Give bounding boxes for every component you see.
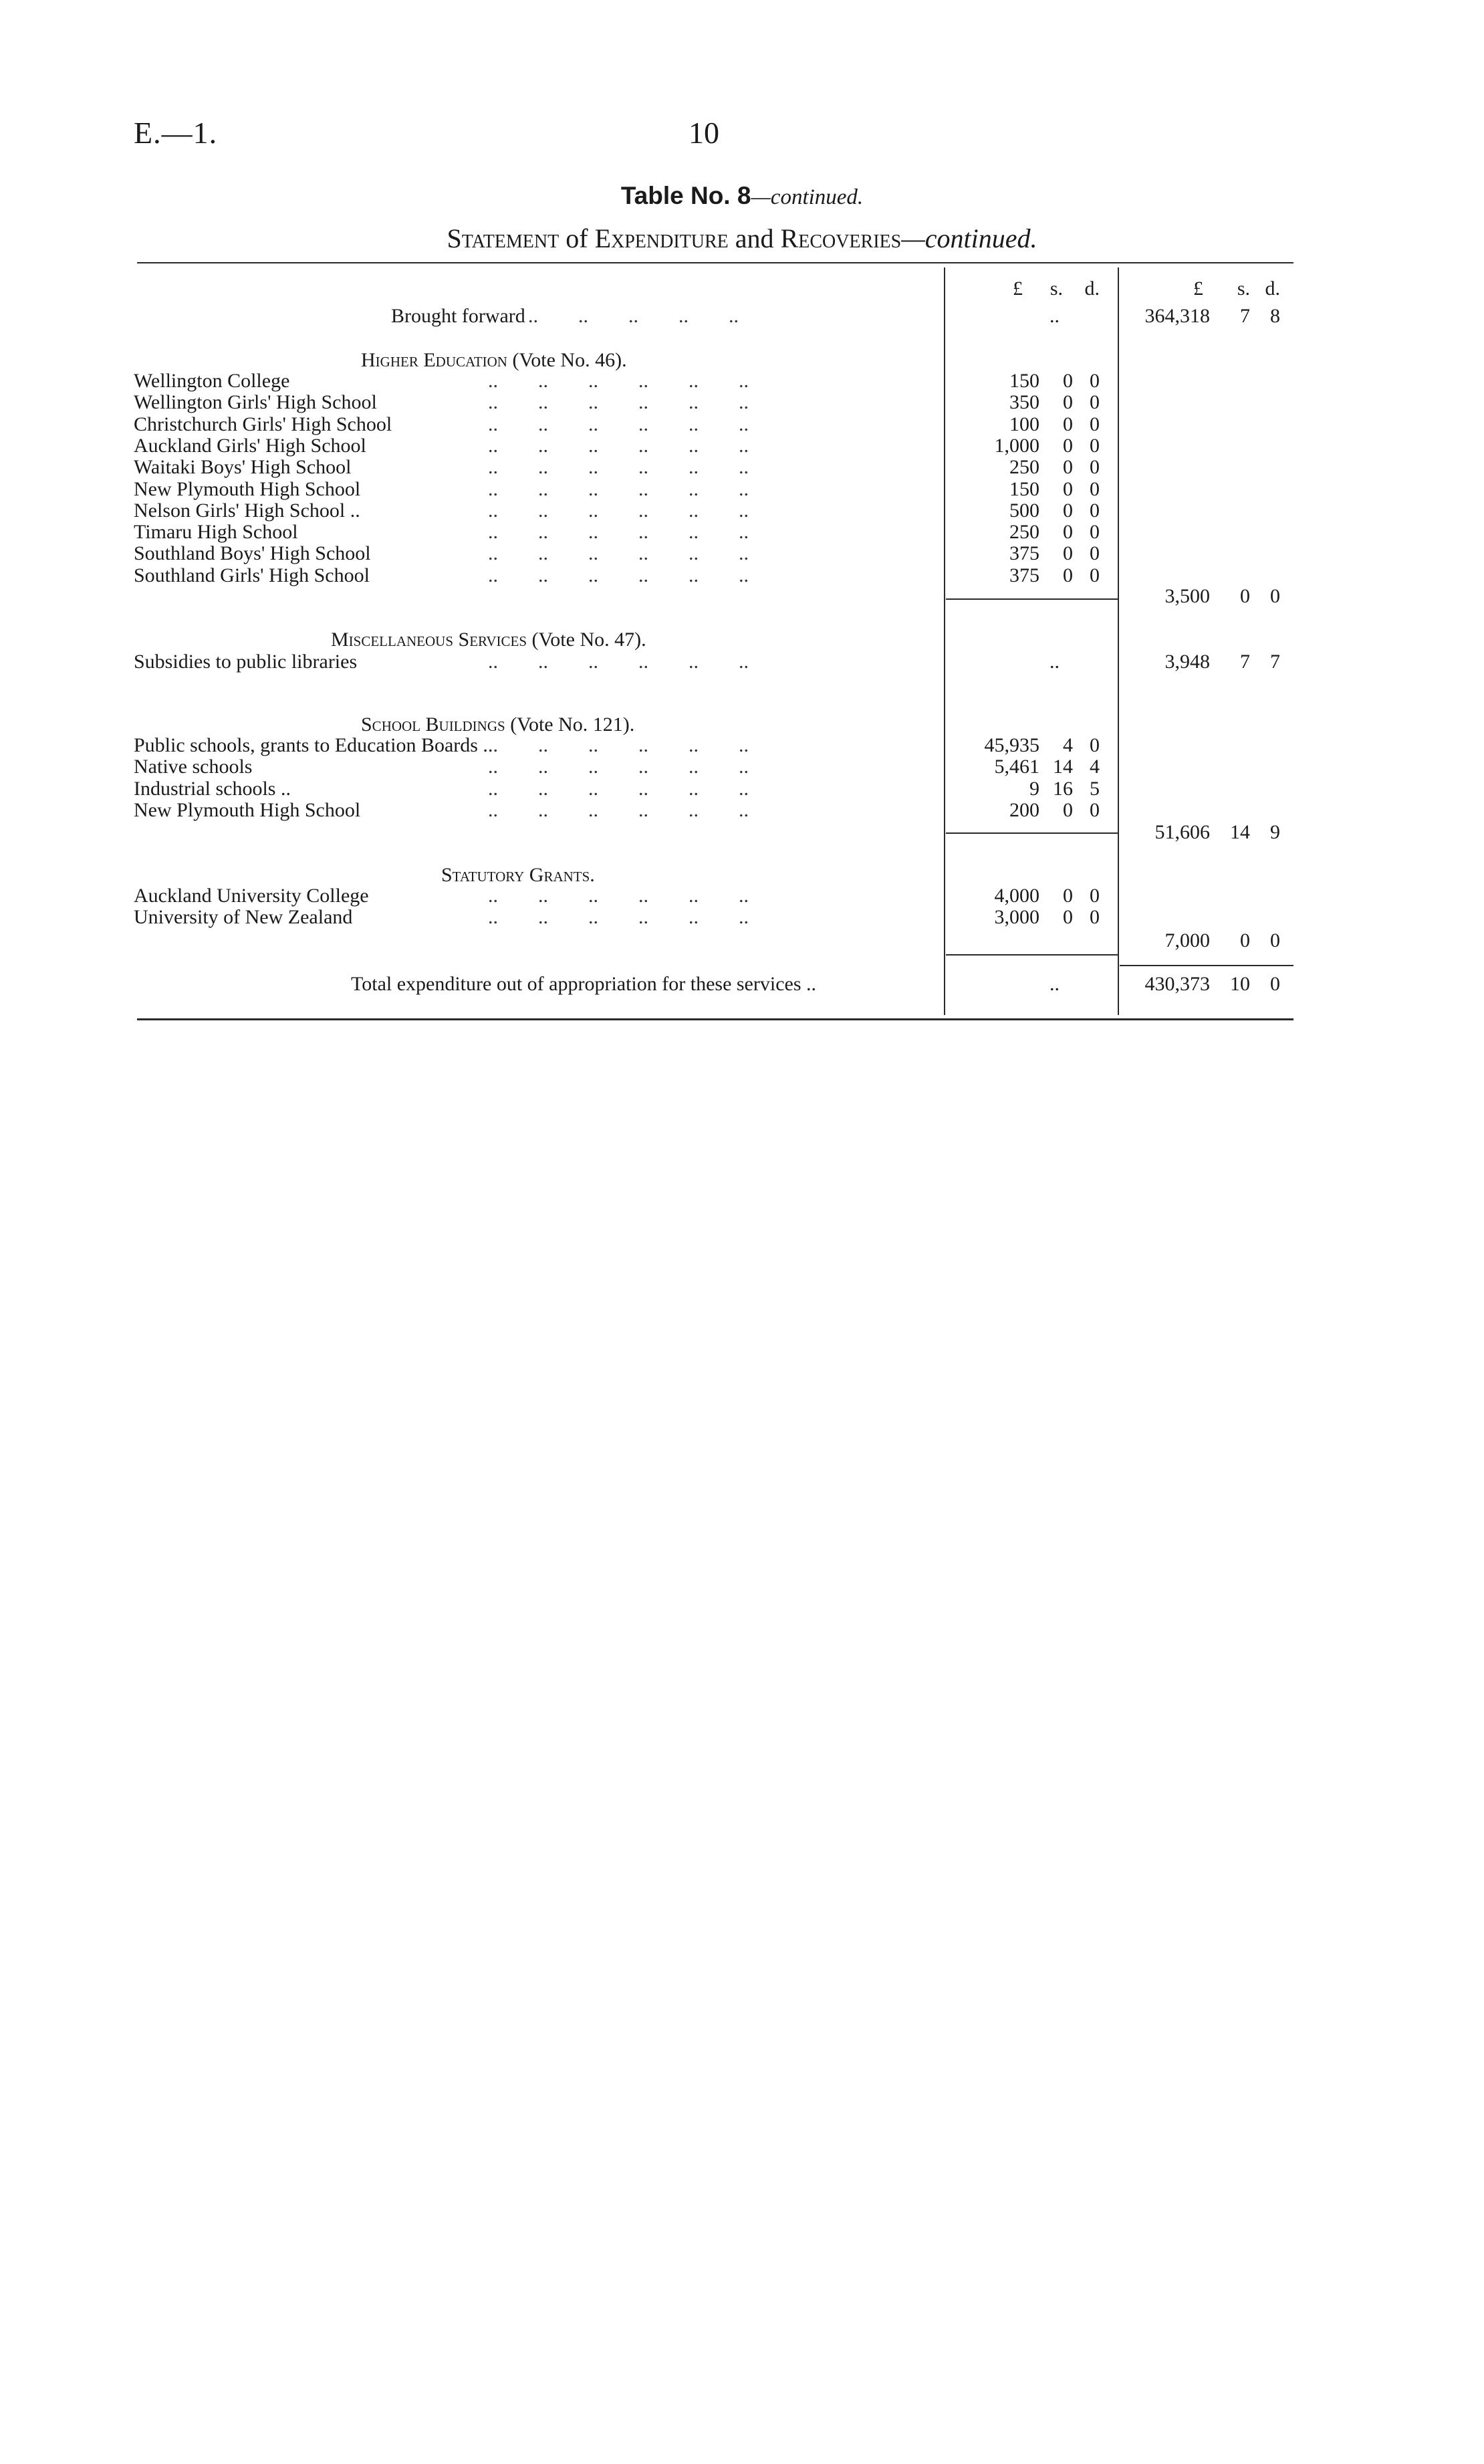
subsidies-row — [134, 651, 1283, 673]
table-row — [134, 413, 1283, 436]
row-shillings: 0 — [1063, 542, 1073, 565]
row-pounds: 375 — [1009, 564, 1039, 586]
statement-word-3: Recoveries — [780, 223, 902, 253]
section-heading-statutory: Statutory Grants. — [441, 864, 595, 886]
grand-total-shillings: 10 — [1230, 973, 1250, 995]
table-row — [134, 542, 1283, 565]
row-pence: 0 — [1090, 391, 1100, 414]
leader-dots: .. .. .. .. .. .. — [488, 499, 749, 522]
row-pence: 5 — [1090, 777, 1100, 800]
col1-pence-heading: d. — [1084, 277, 1100, 300]
row-shillings: 0 — [1063, 370, 1073, 392]
subsidies-col1: .. — [1049, 651, 1060, 673]
table-row — [134, 778, 1283, 800]
statutory-total-pence: 0 — [1270, 929, 1280, 951]
row-pounds: 150 — [1009, 370, 1039, 392]
row-label: Wellington Girls' High School — [134, 391, 377, 414]
row-label: Public schools, grants to Education Boards .. — [134, 734, 493, 756]
leader-dots: .. .. .. .. .. .. — [488, 370, 749, 392]
row-label: New Plymouth High School — [134, 798, 361, 821]
row-pounds: 150 — [1009, 477, 1039, 500]
row-label: Timaru High School — [134, 521, 298, 544]
row-label: Native schools — [134, 756, 253, 778]
subsidies-shillings: 7 — [1240, 651, 1250, 673]
row-label: Wellington College — [134, 370, 290, 392]
page-reference: E.—1. — [134, 116, 218, 150]
table-title-continued: —continued. — [751, 185, 864, 209]
leader-dots: .. .. .. .. .. — [528, 305, 739, 327]
col1-shillings-heading: s. — [1049, 277, 1063, 300]
statutory-total — [134, 929, 1283, 952]
row-pence: 0 — [1090, 477, 1100, 500]
row-pounds: 200 — [1009, 798, 1039, 821]
row-pounds: 500 — [1009, 499, 1039, 522]
row-pence: 0 — [1090, 434, 1100, 457]
table-row — [134, 435, 1283, 457]
row-shillings: 14 — [1053, 756, 1073, 778]
section-heading-miscellaneous: Miscellaneous Services (Vote No. 47). — [331, 629, 646, 651]
table-row — [134, 370, 1283, 393]
school-buildings-total-pounds: 51,606 — [1154, 821, 1210, 843]
brought-forward-row — [134, 305, 1283, 328]
row-pounds: 45,935 — [984, 734, 1039, 756]
leader-dots: .. .. .. .. .. .. — [488, 521, 749, 544]
row-shillings: 0 — [1063, 499, 1073, 522]
table-bottom-rule — [137, 1018, 1293, 1020]
statement-title — [0, 223, 1484, 254]
row-shillings: 0 — [1063, 798, 1073, 821]
row-shillings: 0 — [1063, 521, 1073, 544]
row-label: Christchurch Girls' High School — [134, 413, 392, 435]
row-pence: 0 — [1090, 564, 1100, 586]
row-pence: 0 — [1090, 906, 1100, 929]
row-pence: 0 — [1090, 542, 1100, 565]
section-heading-school-buildings: School Buildings (Vote No. 121). — [361, 713, 635, 736]
col2-shillings-heading: s. — [1237, 277, 1250, 300]
table-row — [134, 391, 1283, 414]
school-buildings-total-pence: 9 — [1270, 821, 1280, 843]
leader-dots: .. .. .. .. .. .. — [488, 906, 749, 929]
row-shillings: 0 — [1063, 477, 1073, 500]
leader-dots: .. .. .. .. .. .. — [488, 413, 749, 435]
row-label: Waitaki Boys' High School — [134, 456, 352, 479]
statement-word-of: of — [559, 223, 595, 253]
row-pence: 4 — [1090, 756, 1100, 778]
row-shillings: 4 — [1063, 734, 1073, 756]
brought-forward-pence: 8 — [1270, 305, 1280, 327]
grand-total-pounds: 430,373 — [1144, 973, 1210, 995]
statutory-total-pounds: 7,000 — [1164, 929, 1210, 951]
leader-dots: .. .. .. .. .. .. — [488, 798, 749, 821]
row-shillings: 16 — [1053, 777, 1073, 800]
subtotal-rule-statutory — [946, 954, 1118, 956]
higher-education-total-shillings: 0 — [1240, 585, 1250, 607]
statement-word-1: Statement — [447, 223, 560, 253]
row-pence: 0 — [1090, 734, 1100, 756]
row-label: University of New Zealand — [134, 906, 353, 929]
table-row — [134, 906, 1283, 929]
row-shillings: 0 — [1063, 885, 1073, 907]
brought-forward-shillings: 7 — [1240, 305, 1250, 327]
table-row — [134, 885, 1283, 907]
grand-total-row — [134, 973, 1283, 996]
subsidies-label: Subsidies to public libraries — [134, 651, 358, 673]
brought-forward-col1: .. — [1049, 305, 1060, 327]
row-pence: 0 — [1090, 499, 1100, 522]
row-label: Auckland University College — [134, 885, 369, 907]
row-label: Southland Boys' High School — [134, 542, 371, 565]
higher-education-total — [134, 585, 1283, 608]
row-pounds: 375 — [1009, 542, 1039, 565]
leader-dots: .. .. .. .. .. .. — [488, 885, 749, 907]
row-label: New Plymouth High School — [134, 477, 361, 500]
table-row — [134, 499, 1283, 522]
page-number: 10 — [689, 116, 719, 150]
row-pounds: 350 — [1009, 391, 1039, 414]
row-pence: 0 — [1090, 370, 1100, 392]
row-pence: 0 — [1090, 521, 1100, 544]
leader-dots: .. .. .. .. .. .. — [488, 391, 749, 414]
table-row — [134, 756, 1283, 778]
grand-total-pence: 0 — [1270, 973, 1280, 995]
row-label: Southland Girls' High School — [134, 564, 370, 586]
table-title-main: Table No. 8 — [620, 182, 751, 209]
row-pounds: 3,000 — [994, 906, 1039, 929]
row-pounds: 250 — [1009, 521, 1039, 544]
row-pounds: 5,461 — [994, 756, 1039, 778]
table-row — [134, 478, 1283, 501]
section-heading-higher-education: Higher Education (Vote No. 46). — [361, 349, 627, 371]
row-pounds: 1,000 — [994, 434, 1039, 457]
leader-dots: .. .. .. .. .. .. — [488, 734, 749, 756]
grand-total-rule — [1120, 965, 1293, 966]
row-shillings: 0 — [1063, 456, 1073, 479]
statement-word-2: Expenditure — [594, 223, 729, 253]
leader-dots: .. .. .. .. .. .. — [488, 542, 749, 565]
row-shillings: 0 — [1063, 906, 1073, 929]
table-row — [134, 456, 1283, 479]
statement-word-and: and — [728, 223, 781, 253]
table-row — [134, 799, 1283, 822]
col1-pounds-heading: £ — [1013, 277, 1023, 300]
statement-continued: —continued. — [901, 223, 1037, 253]
row-shillings: 0 — [1063, 391, 1073, 414]
leader-dots: .. .. .. .. .. .. — [488, 434, 749, 457]
row-pounds: 100 — [1009, 413, 1039, 435]
row-pounds: 4,000 — [994, 885, 1039, 907]
table-row — [134, 734, 1283, 757]
row-label: Industrial schools .. — [134, 777, 291, 800]
row-pence: 0 — [1090, 413, 1100, 435]
grand-total-label: Total expenditure out of appropriation for these services .. — [351, 973, 817, 995]
row-shillings: 0 — [1063, 434, 1073, 457]
school-buildings-total — [134, 821, 1283, 844]
table-row — [134, 564, 1283, 587]
brought-forward-label: Brought forward — [391, 305, 525, 327]
leader-dots: .. .. .. .. .. .. — [488, 756, 749, 778]
row-label: Auckland Girls' High School — [134, 434, 366, 457]
leader-dots: .. .. .. .. .. .. — [488, 564, 749, 586]
statutory-total-shillings: 0 — [1240, 929, 1250, 951]
row-shillings: 0 — [1063, 564, 1073, 586]
leader-dots: .. .. .. .. .. .. — [488, 456, 749, 479]
table-top-rule — [137, 262, 1293, 263]
row-pence: 0 — [1090, 456, 1100, 479]
table-row — [134, 521, 1283, 544]
col2-pence-heading: d. — [1265, 277, 1280, 300]
grand-total-col1: .. — [1049, 973, 1060, 995]
row-pence: 0 — [1090, 885, 1100, 907]
leader-dots: .. .. .. .. .. .. — [488, 477, 749, 500]
row-pounds: 9 — [1029, 777, 1039, 800]
school-buildings-total-shillings: 14 — [1230, 821, 1250, 843]
row-pence: 0 — [1090, 798, 1100, 821]
col2-pounds-heading: £ — [1193, 277, 1203, 300]
higher-education-total-pence: 0 — [1270, 585, 1280, 607]
table-title — [0, 182, 1484, 211]
brought-forward-pounds: 364,318 — [1144, 305, 1210, 327]
subsidies-pounds: 3,948 — [1164, 651, 1210, 673]
row-shillings: 0 — [1063, 413, 1073, 435]
row-label: Nelson Girls' High School .. — [134, 499, 360, 522]
subsidies-pence: 7 — [1270, 651, 1280, 673]
leader-dots: .. .. .. .. .. .. — [488, 777, 749, 800]
leader-dots: .. .. .. .. .. .. — [488, 651, 749, 673]
higher-education-total-pounds: 3,500 — [1164, 585, 1210, 607]
row-pounds: 250 — [1009, 456, 1039, 479]
